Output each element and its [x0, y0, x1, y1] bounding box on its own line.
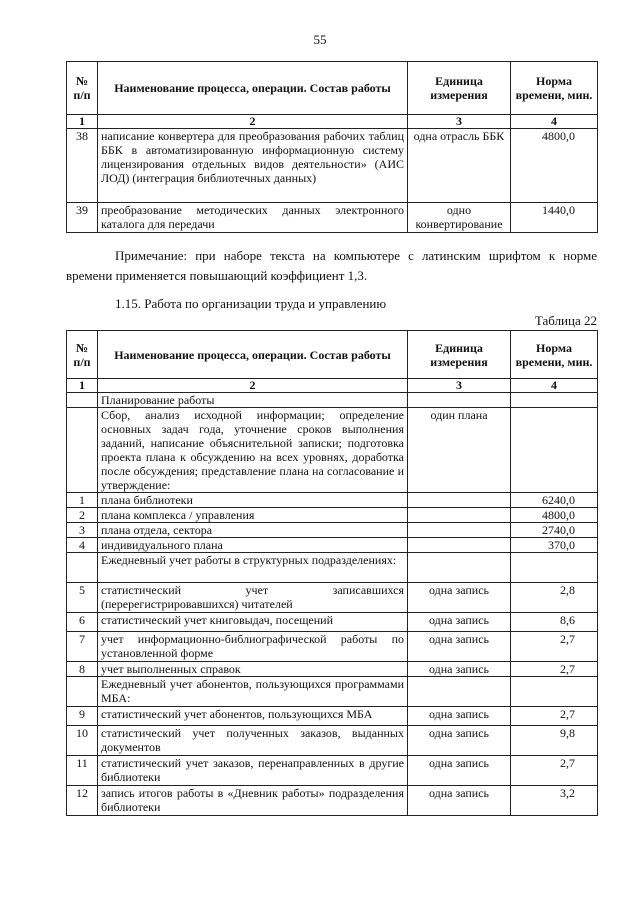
row-norm: 1440,0	[511, 203, 598, 233]
index-cell: 4	[511, 379, 598, 393]
row-name: плана комплекса / управления	[98, 508, 408, 523]
row-name: статистический учет книговыдач, посещений	[98, 613, 408, 632]
table-row	[67, 707, 598, 726]
index-cell: 1	[67, 115, 98, 129]
section-title: 1.15. Работа по организации труда и управлению	[115, 296, 387, 311]
row-unit	[408, 553, 511, 583]
row-num: 8	[67, 662, 98, 677]
row-name: Ежедневный учет работы в структурных подразделениях:	[98, 553, 408, 583]
header-num: № п/п	[67, 331, 98, 379]
row-name: статистический учет записавшихся (перерегистрировавшихся) читателей	[98, 583, 408, 613]
row-num: 1	[67, 493, 98, 508]
header-norm: Норма времени, мин.	[511, 62, 598, 115]
table-row	[67, 583, 598, 613]
row-name: индивидуального плана	[98, 538, 408, 553]
row-norm: 2740,0	[511, 523, 598, 538]
table-row	[67, 493, 598, 508]
row-unit	[408, 393, 511, 408]
row-num: 38	[67, 129, 98, 203]
table-caption: Таблица 22	[534, 313, 597, 328]
table-row	[67, 523, 598, 538]
row-norm	[511, 677, 598, 707]
row-num: 12	[67, 786, 98, 816]
row-name: плана отдела, сектора	[98, 523, 408, 538]
index-cell: 3	[408, 379, 511, 393]
row-unit: одна запись	[408, 786, 511, 816]
row-unit	[408, 538, 511, 553]
row-name: Сбор, анализ исходной информации; определение основных задач года, уточнение сроков выполнения заданий, написание объяснительной записки; подготовка проекта плана к обсуждению на всех уровнях, доработка после обсуждения; представление плана на согласование и утверждение:	[98, 408, 408, 493]
index-cell: 3	[408, 115, 511, 129]
row-unit: одна отрасль ББК	[408, 129, 511, 203]
row-num: 5	[67, 583, 98, 613]
row-norm: 2,7	[511, 662, 598, 677]
table-row	[67, 538, 598, 553]
table-row	[67, 677, 598, 707]
row-num: 4	[67, 538, 98, 553]
table-row	[67, 508, 598, 523]
index-cell: 2	[98, 115, 408, 129]
header-name: Наименование процесса, операции. Состав работы	[98, 62, 408, 115]
table-row	[67, 553, 598, 583]
index-cell: 4	[511, 115, 598, 129]
row-norm: 2,8	[511, 583, 598, 613]
row-norm: 6240,0	[511, 493, 598, 508]
row-name: написание конвертера для преобразования рабочих таблиц ББК в автоматизированную информационную систему лицензирования отдельных видов деятельности» (АИС ЛОД) (интеграция библиотечных данных)	[98, 129, 408, 203]
table-row	[67, 203, 598, 233]
row-unit: одна запись	[408, 756, 511, 786]
row-norm: 370,0	[511, 538, 598, 553]
table-row	[67, 613, 598, 632]
table-row	[67, 129, 598, 203]
row-num	[67, 393, 98, 408]
row-unit: одна запись	[408, 613, 511, 632]
row-norm	[511, 408, 598, 493]
row-name: преобразование методических данных электронного каталога для передачи	[98, 203, 408, 233]
row-num: 3	[67, 523, 98, 538]
header-num: № п/п	[67, 62, 98, 115]
row-name: плана библиотеки	[98, 493, 408, 508]
row-unit	[408, 677, 511, 707]
row-norm: 4800,0	[511, 129, 598, 203]
row-unit: одна запись	[408, 583, 511, 613]
page-number: 55	[313, 32, 327, 47]
row-unit: одна запись	[408, 726, 511, 756]
row-unit	[408, 493, 511, 508]
row-unit: одна запись	[408, 662, 511, 677]
table-row	[67, 393, 598, 408]
table-row	[67, 662, 598, 677]
table-row	[67, 786, 598, 816]
row-num: 2	[67, 508, 98, 523]
row-norm: 2,7	[511, 632, 598, 662]
header-unit: Единица измерения	[408, 62, 511, 115]
row-num: 11	[67, 756, 98, 786]
table-row	[67, 632, 598, 662]
row-name: Планирование работы	[98, 393, 408, 408]
row-norm: 2,7	[511, 707, 598, 726]
row-norm: 8,6	[511, 613, 598, 632]
row-num: 10	[67, 726, 98, 756]
row-name: запись итогов работы в «Дневник работы» подразделения библиотеки	[98, 786, 408, 816]
table-row	[67, 726, 598, 756]
row-num	[67, 677, 98, 707]
row-norm	[511, 393, 598, 408]
note-text: Примечание: при наборе текста на компьютере с латинским шрифтом к норме времени применяется повышающий коэффициент 1,3.	[66, 248, 597, 283]
row-num: 6	[67, 613, 98, 632]
row-norm: 2,7	[511, 756, 598, 786]
table-22	[66, 330, 598, 816]
row-num: 9	[67, 707, 98, 726]
row-name: статистический учет заказов, перенаправленных в другие библиотеки	[98, 756, 408, 786]
row-num	[67, 408, 98, 493]
row-unit: одна запись	[408, 632, 511, 662]
header-norm: Норма времени, мин.	[511, 331, 598, 379]
row-norm	[511, 553, 598, 583]
row-num: 39	[67, 203, 98, 233]
row-name: Ежедневный учет абонентов, пользующихся программами МБА:	[98, 677, 408, 707]
table-continuation	[66, 61, 598, 233]
row-num	[67, 553, 98, 583]
row-name: статистический учет абонентов, пользующихся МБА	[98, 707, 408, 726]
row-norm: 9,8	[511, 726, 598, 756]
index-cell: 2	[98, 379, 408, 393]
row-norm: 3,2	[511, 786, 598, 816]
index-cell: 1	[67, 379, 98, 393]
row-unit	[408, 523, 511, 538]
row-num: 7	[67, 632, 98, 662]
table-row	[67, 756, 598, 786]
row-norm: 4800,0	[511, 508, 598, 523]
header-unit: Единица измерения	[408, 331, 511, 379]
row-unit: один плана	[408, 408, 511, 493]
row-name: статистический учет полученных заказов, выданных документов	[98, 726, 408, 756]
row-name: учет выполненных справок	[98, 662, 408, 677]
header-name: Наименование процесса, операции. Состав работы	[98, 331, 408, 379]
row-unit: одно конвертирование	[408, 203, 511, 233]
row-unit	[408, 508, 511, 523]
row-name: учет информационно-библиографической работы по установленной форме	[98, 632, 408, 662]
table-row	[67, 408, 598, 493]
row-unit: одна запись	[408, 707, 511, 726]
